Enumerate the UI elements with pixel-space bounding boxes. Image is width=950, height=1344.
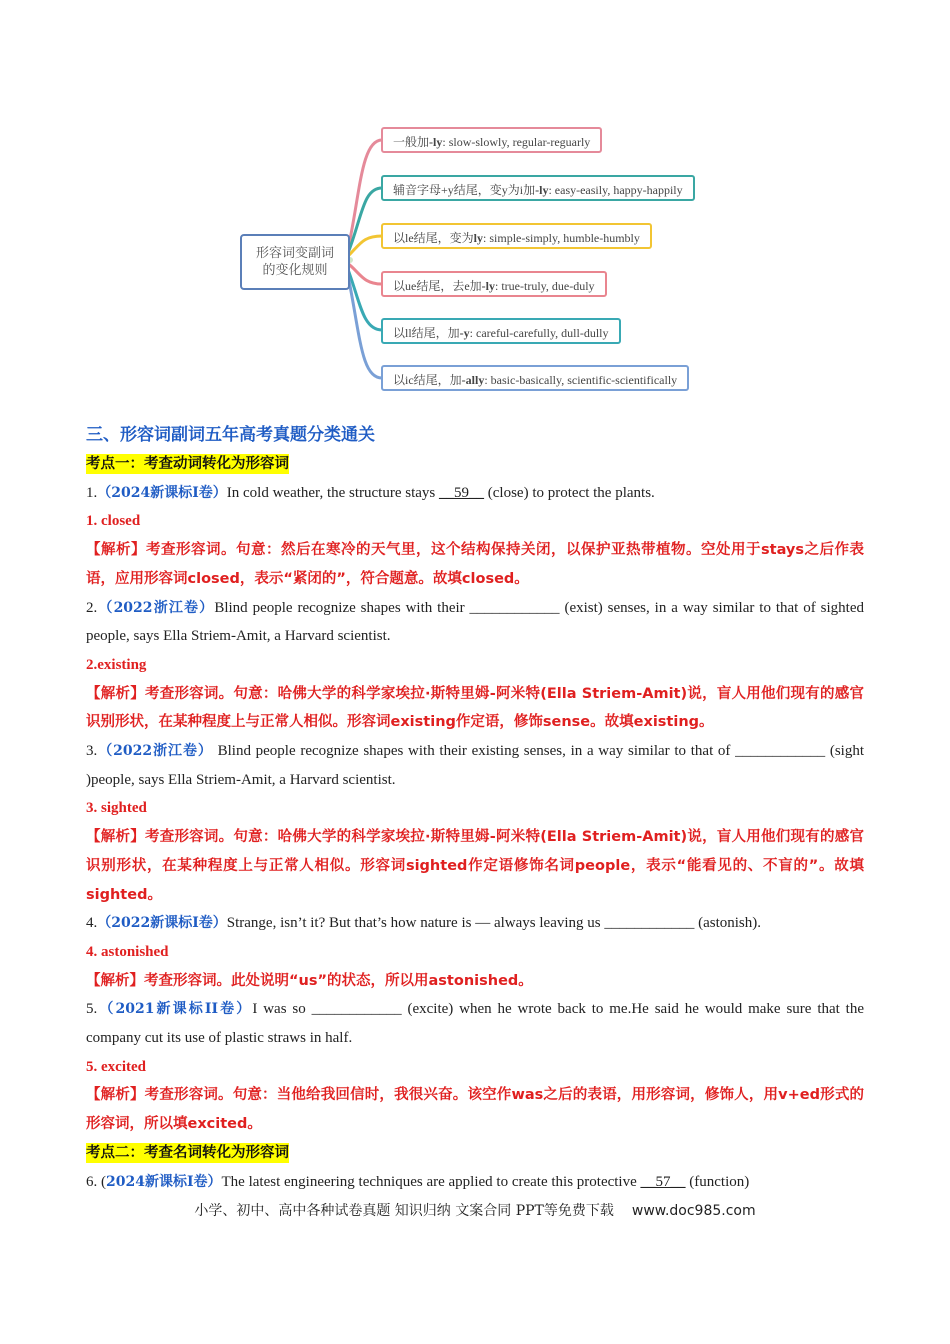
answer-blank: __57__ [640,1173,686,1190]
question-text: I was so [252,1001,312,1018]
branch-suffix: ly [473,231,484,245]
question-4 [86,909,864,938]
answer-1: 1. closed [86,513,141,530]
question-1 [86,479,864,508]
branch-prefix: 辅音字母+y结尾，变y为i加 [393,183,536,197]
topic-heading-2: 考点二：考查名词转化为形容词 [86,1144,289,1161]
page-footer [0,1200,950,1220]
question-source: （2022浙江卷） [97,743,213,760]
branch-suffix: -y [459,326,470,340]
branch-rule-4 [381,271,607,297]
question-6 [86,1168,864,1197]
section-title: 三、形容词副词五年高考真题分类通关 [86,425,375,445]
question-5 [86,995,864,1052]
answer-blank: ____________ [469,599,560,616]
branch-prefix: 以le结尾，变为 [393,231,474,245]
branch-suffix: -ly [481,279,495,293]
explanation-1: 【解析】考查形容词。句意：然后在寒冷的天气里，这个结构保持关闭，以保护亚热带植物。空处用于stays之后作表语，应用形容词closed，表示“紧闭的”，符合题意。故填closed。 [86,542,864,587]
question-text: (excite) when he wrote back to me.He said he would make sure that the company cut its use of plastic straws in half. [86,1001,864,1047]
question-source: （2021新课标II卷） [97,1001,253,1018]
question-text: Blind people recognize shapes with their existing senses, in a way similar to that of [212,743,736,760]
mind-map [0,0,950,400]
branch-prefix: 以ic结尾，加 [393,373,462,387]
question-text: (function) [685,1173,750,1190]
branch-prefix: 以ue结尾，去e加 [393,279,482,293]
document-body [86,420,864,1196]
branch-rule-2 [381,175,695,201]
question-text: In cold weather, the structure stays [226,484,440,501]
answer-blank: ____________ [604,915,695,932]
explanation-3: 【解析】考查形容词。句意：哈佛大学的科学家埃拉·斯特里姆-阿米特(Ella Striem-Amit)说，盲人用他们现有的感官识别形状，在某种程度上与正常人相似。形容词sighted作定语修饰名词people，表示“能看见的、不盲的”。故填sighted。 [86,829,864,903]
branch-examples: : easy-easily, happy-happily [548,183,683,197]
question-source: （2024新课标I卷） [97,484,227,501]
footer-site-link[interactable]: www.doc985.com [631,1203,756,1219]
question-number: 5. [86,1001,98,1018]
answer-3: 3. sighted [86,800,147,817]
branch-suffix: -ally [461,373,485,387]
footer-text: 小学、初中、高中各种试卷真题 知识归纳 文案合同 PPT等免费下载 [194,1203,614,1219]
branch-prefix: 一般加 [393,135,430,149]
answer-2: 2.existing [86,656,147,673]
branch-rule-1 [381,127,602,153]
mind-map-root [240,234,350,290]
question-2 [86,594,864,651]
branch-prefix: 以ll结尾，加 [393,326,460,340]
question-number: 4. [86,915,98,932]
branch-examples: : basic-basically, scientific-scientifically [484,373,678,387]
question-text: (astonish). [694,915,762,932]
topic-heading-1: 考点一：考查动词转化为形容词 [86,456,289,472]
question-number: 3. [86,743,98,760]
question-3 [86,737,864,794]
branch-examples: : slow-slowly, regular-reguarly [442,135,591,149]
question-text: The latest engineering techniques are applied to create this protective [221,1173,641,1190]
answer-4: 4. astonished [86,943,169,960]
question-source: 2024新课标I卷） [106,1173,222,1190]
question-text: (close) to protect the plants. [484,484,655,501]
explanation-2: 【解析】考查形容词。句意：哈佛大学的科学家埃拉·斯特里姆-阿米特(Ella Striem-Amit)说，盲人用他们现有的感官识别形状，在某种程度上与正常人相似。形容词existing作定语，修饰sense。故填existing。 [86,685,864,731]
question-text: Strange, isn’t it? But that’s how nature is — always leaving us [226,915,605,932]
answer-blank: __59__ [439,484,485,501]
question-number: 6. ( [86,1173,106,1190]
branch-rule-3 [381,223,652,249]
question-source: （2022新课标I卷） [97,915,227,932]
question-number: 2. [86,599,98,616]
branch-examples: : careful-carefully, dull-dully [469,326,609,340]
branch-suffix: -ly [429,135,443,149]
branch-rule-6 [381,365,689,391]
branch-examples: : simple-simply, humble-humbly [483,231,640,245]
branch-rule-5 [381,318,621,344]
branch-examples: : true-truly, due-duly [495,279,595,293]
question-source: （2022浙江卷） [97,599,215,616]
answer-blank: ____________ [311,1001,402,1018]
question-text: Blind people recognize shapes with their [214,599,470,616]
answer-blank: ____________ [735,743,826,760]
question-text: (sight )people, says Ella Striem-Amit, a Harvard scientist. [86,743,865,788]
question-number: 1. [86,484,98,501]
explanation-4: 【解析】考查形容词。此处说明“us”的状态，所以用astonished。 [86,972,533,989]
explanation-5: 【解析】考查形容词。句意：当他给我回信时，我很兴奋。该空作was之后的表语，用形容词，修饰人，用v+ed形式的形容词，所以填excited。 [86,1087,864,1133]
question-text: (exist) senses, in a way similar to that of sighted people, says Ella Striem-Amit, a Harvard scientist. [86,599,864,645]
mind-map-root-label: 形容词变副词的变化规则 [255,246,334,278]
answer-5: 5. excited [86,1058,146,1075]
branch-suffix: -ly [535,183,549,197]
